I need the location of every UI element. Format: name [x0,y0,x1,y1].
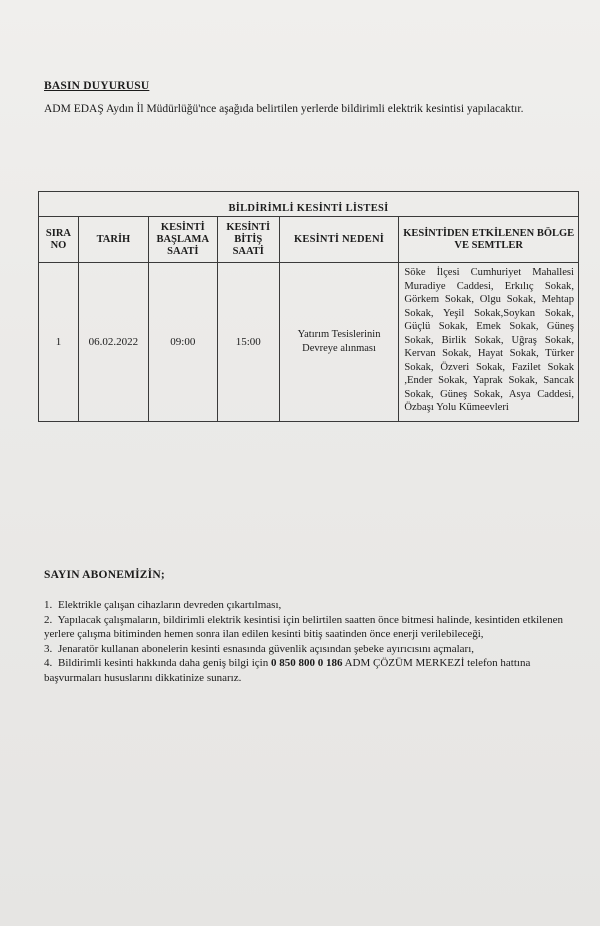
notice-title: SAYIN ABONEMİZİN; [44,569,165,581]
cell-baslama: 09:00 [148,263,217,422]
cell-tarih: 06.02.2022 [78,263,148,422]
list-item [44,656,564,685]
header-sira-no: SIRA NO [39,217,79,263]
list-item-number: 1. [44,599,53,611]
header-bolge: KESİNTİDEN ETKİLENEN BÖLGE VE SEMTLER [399,217,579,263]
list-item-text-before: Bildirimli kesinti hakkında daha geniş bilgi için [58,657,269,669]
list-item-text: Jenaratör kullanan abonelerin kesinti esnasında güvenlik açısından şebeke ayırıcısını açmaları, [58,642,475,655]
cell-bolge: Söke İlçesi Cumhuriyet Mahallesi Muradiye Caddesi, Erkılıç Sokak, Görkem Sokak, Olgu Sokak, Mehtap Sokak, Yeşil Sokak,Soykan Sokak, Güçlü Sokak, Emek Sokak, Güneş Sokak, Birlik Sokak, Uğraş Sokak, Kervan Sokak, Hayat Sokak, Türker Sokak, Özveri Sokak, Fazilet Sokak ,Ender Sokak, Yaprak Sokak, Sancak Sokak, Güneş Sokak, Asya Caddesi, Özbaşı Yolu Kümeevleri [399,263,579,422]
list-item-number: 4. [44,657,53,669]
table-row [39,263,579,422]
list-item [44,613,564,642]
announcement-title: BASIN DUYURUSU [44,80,150,92]
cell-neden: Yatırım Tesislerinin Devreye alınması [279,263,399,422]
header-tarih: TARİH [78,217,148,263]
phone-number: 0 850 800 0 186 [270,657,343,669]
list-item-text: Yapılacak çalışmaların, bildirimli elektrik kesintisi için belirtilen saatten önce bitmesi halinde, kesintiden etkilenen yerlere çalışma bitiminden hemen sonra ilan edilen kesinti bitiş saatinden önce enerji verilebileceği, [44,613,563,640]
table-caption: BİLDİRİMLİ KESİNTİ LİSTESİ [39,192,579,217]
cell-bitis: 15:00 [217,263,279,422]
list-item-number: 2. [44,613,53,626]
announcement-intro: ADM EDAŞ Aydın İl Müdürlüğü'nce aşağıda belirtilen yerlerde bildirimli elektrik kesintisi yapılacaktır. [44,103,524,115]
list-item [44,642,564,657]
outage-table [38,191,579,422]
notice-list [44,598,564,685]
list-item-text: Elektrikle çalışan cihazların devreden çıkartılması, [58,599,282,611]
header-neden: KESİNTİ NEDENİ [279,217,399,263]
table-header-row [39,217,579,263]
header-bitis: KESİNTİ BİTİŞ SAATİ [217,217,279,263]
header-baslama: KESİNTİ BAŞLAMA SAATİ [148,217,217,263]
cell-sira-no: 1 [39,263,79,422]
list-item-number: 3. [44,642,53,655]
list-item-text-after: ADM ÇÖZÜM MERKEZİ telefon hattına başvurmaları hususlarını dikkatinize sunarız. [44,657,531,684]
list-item [44,598,564,613]
